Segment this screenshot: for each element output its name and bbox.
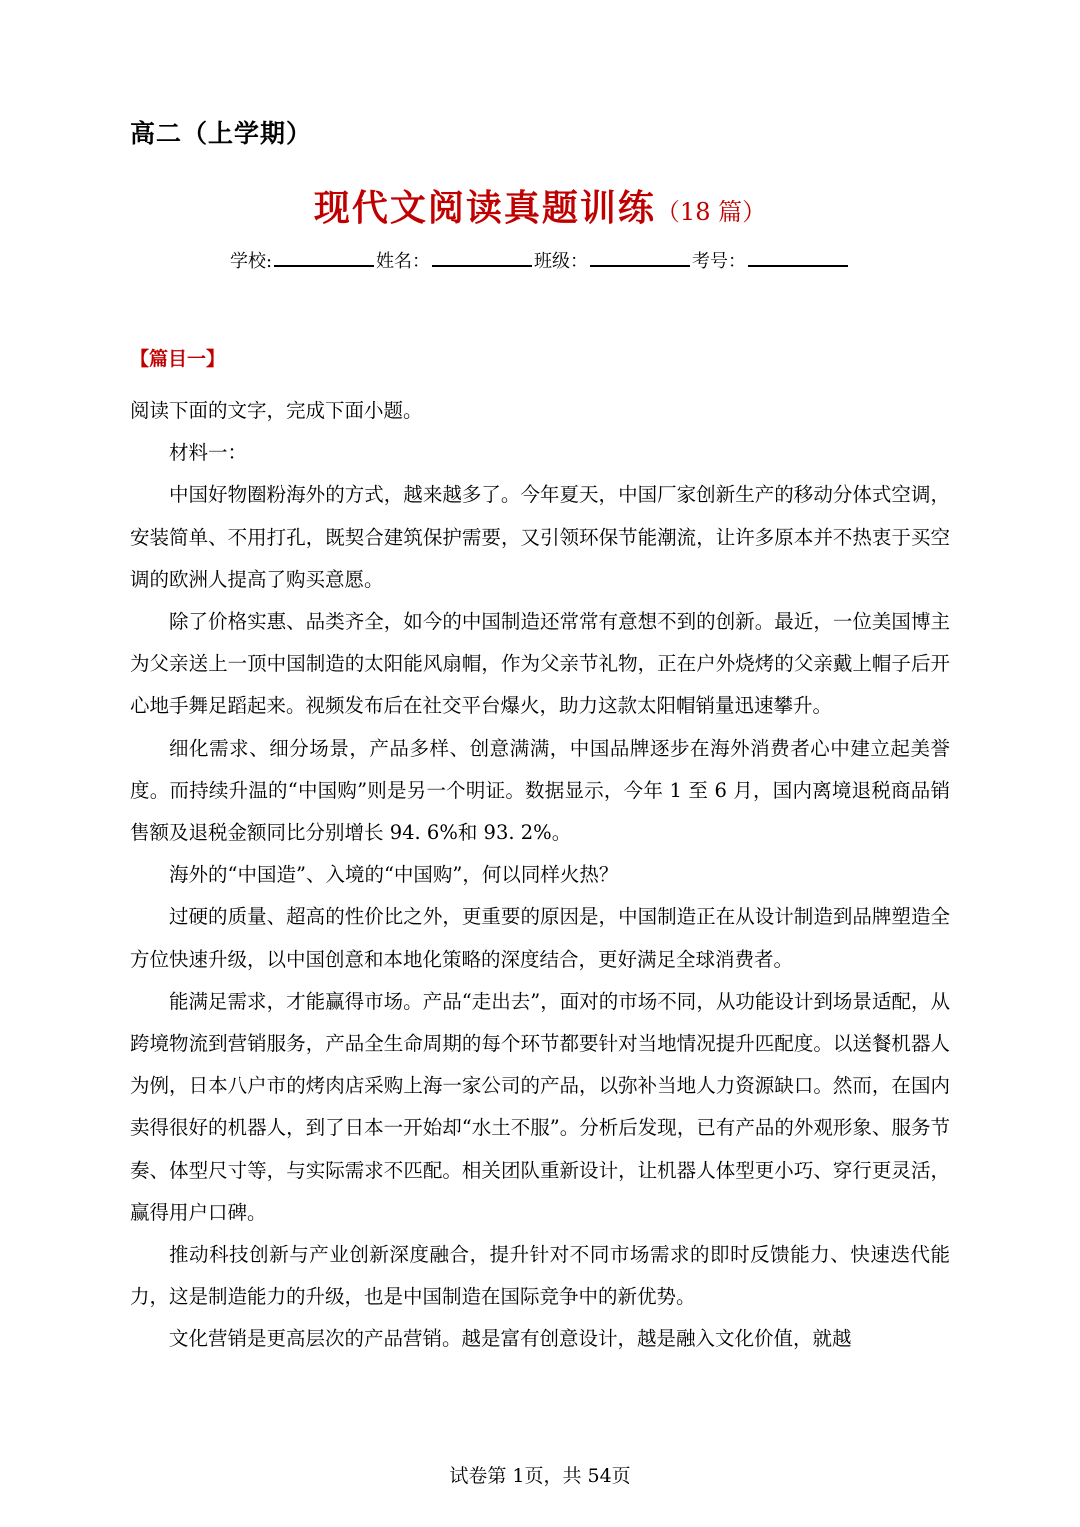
title-main: 现代文阅读真题训练 [313,187,656,229]
name-field [376,245,534,273]
paragraph: 中国好物圈粉海外的方式，越来越多了。今年夏天，中国厂家创新生产的移动分体式空调，安装简单、不用打孔，既契合建筑保护需要，又引领环保节能潮流，让许多原本并不热衷于买空调的欧洲人提高了购买意愿。 [130,483,950,591]
section-heading: 【篇目一】 [130,348,226,370]
document-title [0,180,1080,231]
paragraph: 推动科技创新与产业创新深度融合，提升针对不同市场需求的即时反馈能力、快速迭代能力，这是制造能力的升级，也是中国制造在国际竞争中的新优势。 [130,1243,950,1309]
school-field [230,245,376,273]
passage-body [130,390,950,1361]
school-label: 学校: [229,251,273,272]
student-info-row [0,245,1080,273]
name-label: 姓名： [376,251,431,272]
grade-label: 高二（上学期） [130,119,313,148]
page-footer: 试卷第 1页，共 54页 [449,1465,631,1487]
number-blank [748,245,848,267]
paragraph: 文化营销是更高层次的产品营销。越是富有创意设计，越是融入文化价值，就越 [169,1327,852,1351]
number-field [692,245,850,273]
paragraph: 海外的“中国造”、入境的“中国购”，何以同样火热？ [169,863,619,887]
name-blank [432,245,532,267]
paragraph: 除了价格实惠、品类齐全，如今的中国制造还常常有意想不到的创新。最近，一位美国博主为父亲送上一顶中国制造的太阳能风扇帽，作为父亲节礼物，正在户外烧烤的父亲戴上帽子后开心地手舞足蹈起来。视频发布后在社交平台爆火，助力这款太阳帽销量迅速攀升。 [130,610,950,718]
class-field [534,245,692,273]
material-label: 材料一： [169,441,248,465]
paragraph: 细化需求、细分场景，产品多样、创意满满，中国品牌逐步在海外消费者心中建立起美誉度。而持续升温的“中国购”则是另一个明证。数据显示，今年 1 至 6 月，国内离境退税商品销售额及退税金额同比分别增长 94. 6%和 93. 2%。 [130,736,950,845]
paragraph: 过硬的质量、超高的性价比之外，更重要的原因是，中国制造正在从设计制造到品牌塑造全方位快速升级，以中国创意和本地化策略的深度结合，更好满足全球消费者。 [130,905,950,971]
number-label: 考号： [692,251,747,272]
title-count: （18 篇） [655,198,767,226]
class-label: 班级： [534,251,589,272]
paragraph: 能满足需求，才能赢得市场。产品“走出去”，面对的市场不同，从功能设计到场景适配，从跨境物流到营销服务，产品全生命周期的每个环节都要针对当地情况提升匹配度。以送餐机器人为例，日本八户市的烤肉店采购上海一家公司的产品，以弥补当地人力资源缺口。然而，在国内卖得很好的机器人，到了日本一开始却“水土不服”。分析后发现，已有产品的外观形象、服务节奏、体型尺寸等，与实际需求不匹配。相关团队重新设计，让机器人体型更小巧、穿行更灵活，赢得用户口碑。 [130,989,950,1224]
school-blank [274,245,374,267]
class-blank [590,245,690,267]
instruction-text: 阅读下面的文字，完成下面小题。 [130,399,423,422]
